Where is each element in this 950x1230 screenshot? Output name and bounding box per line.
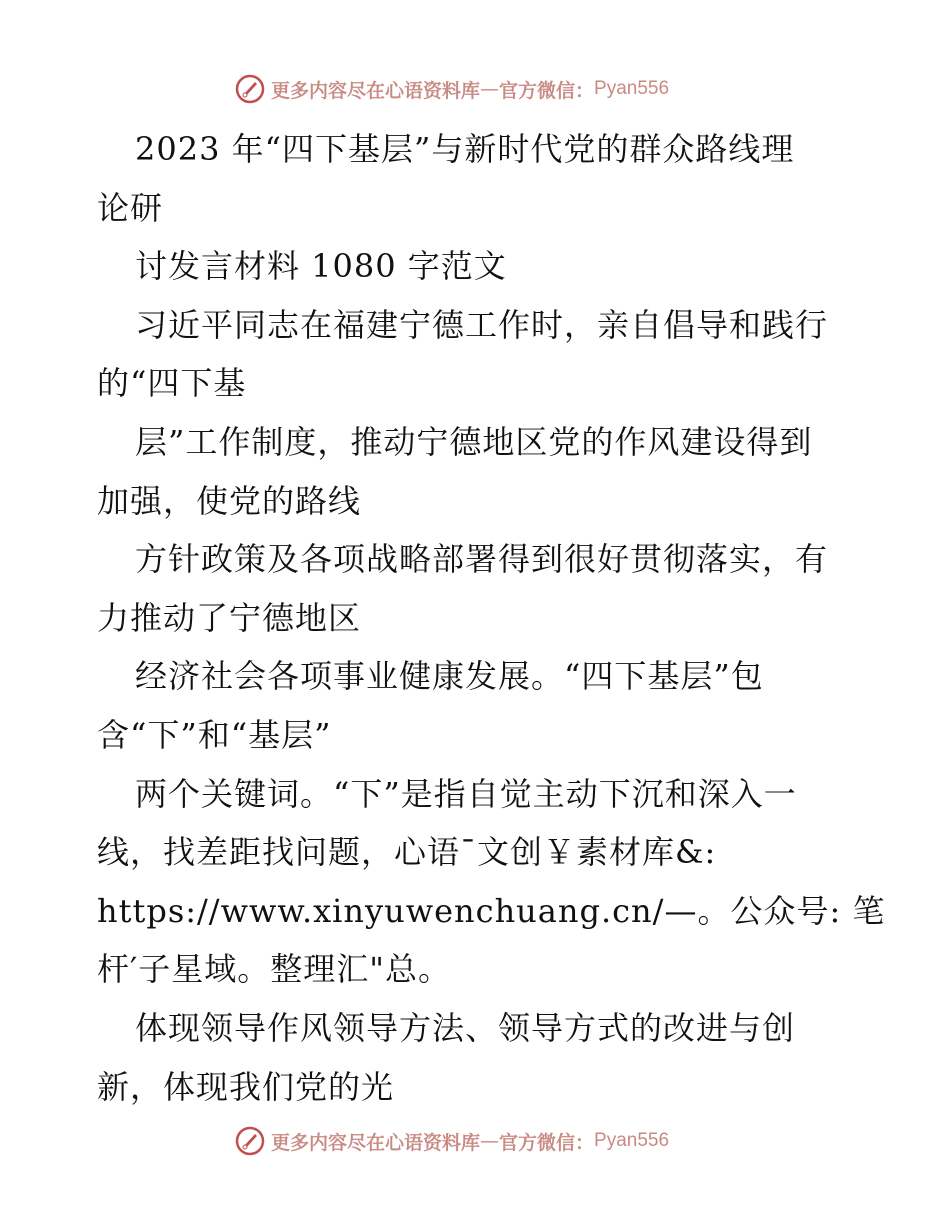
text-line: 体现领导作风领导方法、领导方式的改进与创 [135,1008,796,1047]
seal-logo-icon [235,74,265,104]
watermark-separator: — [480,78,500,100]
text-line: 加强，使党的路线 [97,481,362,520]
header-watermark [235,72,669,106]
text-line: 力推动了宁德地区 [97,598,362,637]
text-line: 含“下”和“基层” [97,715,332,754]
text-line: 论研 [97,188,164,227]
text-line: 层”工作制度，推动宁德地区党的作风建设得到 [135,422,813,461]
text-line: 的“四下基 [97,364,247,403]
text-line: 杆′子星域。整理汇"总。 [97,950,451,989]
watermark-brand: 更多内容尽在心语资料库 [271,1131,481,1154]
text-line: https://www.xinyuwenchuang.cn/—。公众号: 笔 [97,891,886,930]
text-line: 经济社会各项事业健康发展。“四下基层”包 [135,657,764,696]
text-line: 两个关键词。“下”是指自觉主动下沉和深入一 [135,774,797,813]
text-line: 方针政策及各项战略部署得到很好贯彻落实，有 [135,540,829,579]
text-line: 讨发言材料 1080 字范文 [135,247,507,286]
text-line: 新，体现我们党的光 [97,1067,395,1106]
watermark-separator: — [480,1130,500,1152]
text-line: 线，找差距找问题，心语¯文创￥素材库&: [97,833,717,872]
text-line: 2023 年“四下基层”与新时代党的群众路线理 [135,130,795,168]
watermark-contact-label: 官方微信： [499,79,595,102]
text-line: 习近平同志在福建宁德工作时，亲自倡导和践行 [135,305,829,344]
watermark-contact-id: Pyan556 [594,78,670,99]
watermark-contact-label: 官方微信： [499,1131,595,1154]
document-body [97,120,886,1116]
watermark-brand: 更多内容尽在心语资料库 [271,79,481,102]
watermark-contact-id: Pyan556 [594,1130,670,1151]
seal-logo-icon [235,1126,265,1156]
footer-watermark [235,1124,669,1158]
